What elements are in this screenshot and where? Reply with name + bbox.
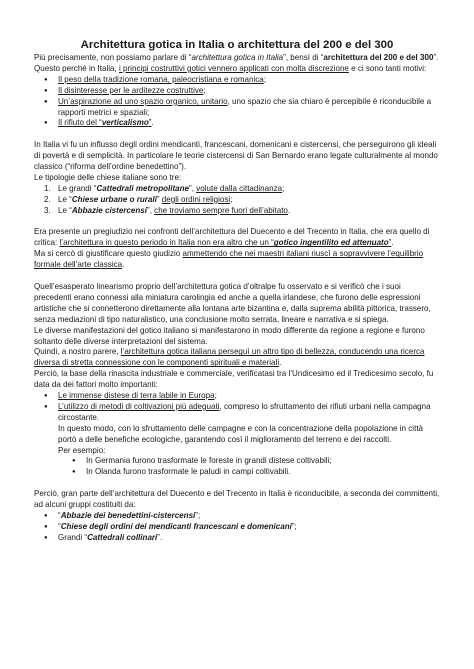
intro-text: e ci sono tanti motivi: <box>348 63 427 73</box>
list-item-text: Le grandi “ <box>58 183 97 193</box>
list-item-text: ”, <box>147 205 155 215</box>
list-item-underlined: Il peso della tradizione romana, paleocristiana e romanica <box>58 74 264 84</box>
paragraph-text: . <box>122 260 125 270</box>
list-item: ● In Germania furono trasformate le foreste in grandi distese coltivabili; <box>34 456 440 467</box>
list-item-text: ; <box>263 74 267 84</box>
example-label: Per esempio: <box>58 445 106 455</box>
list-item-text: Grandi “ <box>58 532 88 542</box>
list-item-bold-italic: verticalismo <box>101 118 149 128</box>
intro-paragraph <box>34 53 440 64</box>
factors-note: In questo modo, con lo sfruttamento delle campagne e con la concentrazione della popolazione in città portò a delle benefiche ecologiche, garantendo così il miglioramento del terreno e dei raccolti. <box>58 423 424 444</box>
list-item-underlined: Il disinteresse per le arditezze costruttive <box>58 85 204 95</box>
list-item-underlined: Un’aspirazione ad uno spazio organico, unitario <box>58 96 228 106</box>
paragraph-bold-italic: gotico ingentilito ed attenuato <box>273 238 389 248</box>
list-item-text: Le “ <box>58 194 72 204</box>
reasons-list <box>34 75 440 130</box>
church-types-list <box>34 184 440 217</box>
spacer <box>34 217 440 228</box>
list-item-underlined: degli ordini religiosi <box>161 194 231 204</box>
list-item-text: , compreso lo sfruttamento dei rifiuti urbani nella campagna circostante. <box>58 401 431 422</box>
list-item-text: . <box>151 118 154 128</box>
list-item <box>34 195 440 206</box>
paragraph-text: Ma si cercò di giustificare questo giudizio <box>34 249 183 259</box>
intro-text: Questo perché in Italia, <box>34 63 119 73</box>
list-item-text: ; <box>214 391 217 401</box>
intro-text: ”, bensì di “ <box>283 53 324 62</box>
linearism-paragraph: Quell’esasperato linearismo proprio dell’architettura gotica d’oltralpe fu osservato e si verificò che i suoi precedenti erano connessi alla miniatura carolingia ed anche a quella irlandese, che furono delle espressioni artistiche che si connetterono direttamente alla lontana arte bizantina e, dalla suprema abilità pittorica, trassero, senza mediazioni di tipo naturalistico, una conclusione molto serrata, lineare e narrativa e si spiega. <box>34 281 431 324</box>
list-item-text: ; <box>203 85 206 95</box>
spacer <box>34 478 440 489</box>
list-number: 2. <box>44 194 51 204</box>
intro-underlined: i principi costruttivi gotici vennero applicati con molta discrezione <box>119 63 349 73</box>
justification-paragraph <box>34 249 440 271</box>
paragraph-text: Quindi, a nostro parere, <box>34 347 121 357</box>
list-item-bold-italic: Cattedrali metropolitane <box>96 183 190 193</box>
list-item-text: “ <box>58 521 61 531</box>
list-item-bold-italic: Chiese degli ordini dei mendicanti francescani e domenicani <box>60 521 292 531</box>
paragraph-text: Era presente un pregiudizio nei confronti dell’architettura del Duecento e del Trecento in Italia, che era quello di critica: <box>34 227 430 248</box>
list-item-bold-italic: Abbazie cistercensi <box>71 205 148 215</box>
intro-text: Più precisamente, non possiamo parlare di “ <box>34 53 192 62</box>
paragraph-text: . <box>391 238 394 248</box>
factors-list <box>34 391 440 424</box>
spacer <box>34 271 440 282</box>
intro-text: ”. <box>433 53 439 62</box>
intro-reason-sentence <box>34 64 440 75</box>
list-item-bold-italic: Abbazie dei benedettini-cistercensi <box>60 511 196 520</box>
list-number: 1. <box>44 183 51 193</box>
paragraph-underlined <box>60 238 392 247</box>
list-item-underlined: Le immense distese di terra labile in Europa <box>58 391 215 401</box>
list-item-bold-italic: Cattedrali collinari <box>87 532 158 542</box>
list-item-text: Il rifiuto del “ <box>58 118 102 128</box>
closing-paragraph: Perciò, gran parte dell’architettura del Duecento e del Trecento in Italia è riconducibile, a seconda dei committenti, ad alcuni gruppi costituiti da: <box>34 489 440 510</box>
list-item-text: “ <box>58 511 61 520</box>
spacer <box>34 129 440 140</box>
list-item <box>34 391 440 402</box>
list-item-text: ” <box>148 118 152 128</box>
paragraph-text: l’architettura in questo periodo in Italia non era altro che un “ <box>59 238 274 248</box>
orders-paragraph: In Italia vi fu un influsso degli ordini mendicanti, francescani, domenicani e cistercensi, che perseguirono gli ideali di povertà e di semplicità. In particolare le teorie cistercensi di San Bernardo erano legate culturalmente al mondo classico (“riforma dell’ordine benedettino”). <box>34 140 438 172</box>
list-number: 3. <box>44 205 51 215</box>
list-item <box>34 184 440 195</box>
list-item-underlined <box>58 118 154 128</box>
list-item-text: ”. <box>157 532 163 542</box>
list-item-underlined: che troviamo sempre fuori dell’abitato <box>154 205 288 215</box>
list-item-text: ; <box>230 194 233 204</box>
list-item-text: ”; <box>195 511 201 520</box>
list-item <box>34 522 440 533</box>
rebirth-paragraph: Perciò, la base della rinascita industriale e commerciale, verificatasi tra l’Undicesimo ed il Tredicesimo secolo, fu data da dei fattori molto importanti: <box>34 369 434 390</box>
list-item <box>34 206 440 217</box>
list-item <box>34 402 440 424</box>
page-title: Architettura gotica in Italia o architettura del 200 e del 300 <box>80 39 394 51</box>
list-item-underlined: volute dalla cittadinanza <box>196 183 283 193</box>
paragraph-text: ” <box>388 238 392 248</box>
prejudice-paragraph <box>34 227 440 249</box>
list-item: ● In Olanda furono trasformate le paludi in campi coltivabili. <box>34 467 440 478</box>
list-item-text: ”, <box>189 183 197 193</box>
paragraph-underlined: ammettendo che nei maestri italiani riuscì a sopravvivere l’equilibrio formale dell’arte classica <box>34 249 424 270</box>
list-item <box>34 118 440 129</box>
intro-bold: architettura del 200 e del 300 <box>323 53 434 62</box>
types-intro: Le tipologie delle chiese italiane sono tre: <box>34 172 182 182</box>
groups-list <box>34 511 440 544</box>
manifestations-paragraph: Le diverse manifestazioni del gotico italiano si manifestarono in modo differente da regione a regione e furono soltanto delle diverse interpretazioni del sistema. <box>34 325 425 346</box>
list-item <box>34 511 440 522</box>
list-item <box>34 75 440 86</box>
list-item <box>34 533 440 544</box>
italian-gothic-paragraph <box>34 347 440 369</box>
list-item-underlined: L’utilizzo di metodi di coltivazioni più adeguati <box>58 401 220 411</box>
list-item <box>34 86 440 97</box>
intro-italic: architettura gotica in Italia <box>191 53 284 62</box>
list-item-text: ” <box>156 194 162 204</box>
paragraph-text: . <box>279 358 282 368</box>
list-item-text: Le “ <box>58 205 72 215</box>
paragraph-underlined: l’architettura gotica italiana perseguì un altro tipo di bellezza, conducendo una ricerca diversa di stretta connessione con le componenti spirituali e materiali <box>34 347 425 368</box>
list-item-text: . <box>287 205 291 215</box>
list-item-text: ; <box>282 183 285 193</box>
list-item-bold-italic: Chiese urbane o rurali <box>71 194 157 204</box>
list-item-text: ”; <box>291 521 297 531</box>
list-item <box>34 97 440 119</box>
examples-list <box>34 456 440 478</box>
list-item-text: , uno spazio che sia chiaro è percepibile è riconducibile a rapporti metrici e spaziali; <box>58 96 432 117</box>
